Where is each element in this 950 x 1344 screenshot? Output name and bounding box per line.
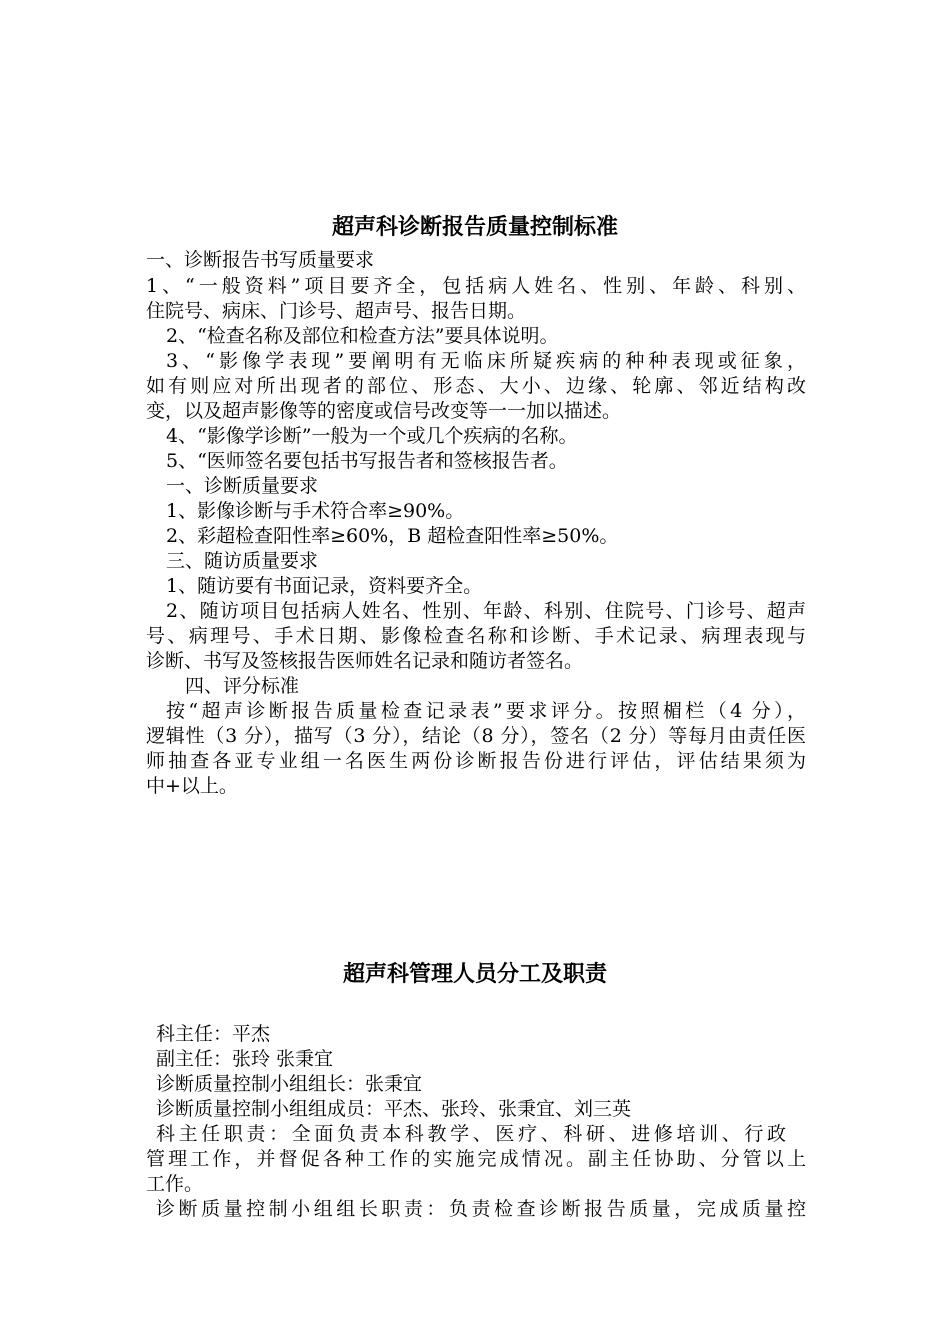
doc1-line-22: 中+以上。 (146, 775, 238, 797)
doc2-line-5: 科主任职责：全面负责本科教学、医疗、科研、进修培训、行政 (156, 1123, 786, 1145)
doc1-line-14: 1、随访要有书面记录，资料要齐全。 (166, 575, 483, 597)
doc1-line-4: 2、“检查名称及部位和检查方法”要具体说明。 (166, 325, 559, 347)
doc1-line-1: 一、诊断报告书写质量要求 (146, 249, 375, 271)
doc2-title: 超声科管理人员分工及职责 (342, 961, 607, 987)
doc1-line-17: 诊断、书写及签核报告医师姓名记录和随访者签名。 (146, 650, 584, 672)
doc1-line-9: 5、“医师签名要包括书写报告者和签核报告者。 (166, 450, 568, 472)
doc1-line-21: 师抽查各亚专业组一名医生两份诊断报告份进行评估，评估结果须为 (146, 750, 806, 772)
doc1-line-13: 三、随访质量要求 (166, 550, 319, 572)
doc2-line-6: 管理工作，并督促各种工作的实施完成情况。副主任协助、分管以上 (146, 1148, 806, 1170)
doc2-line-8: 诊断质量控制小组组长职责：负责检查诊断报告质量，完成质量控 (156, 1198, 806, 1220)
doc1-title: 超声科诊断报告质量控制标准 (331, 214, 618, 240)
doc1-line-8: 4、“影像学诊断”一般为一个或几个疾病的名称。 (166, 425, 578, 447)
doc2-line-2: 副主任：张玲 张秉宜 (156, 1048, 334, 1070)
doc1-line-3: 住院号、病床、门诊号、超声号、报告日期。 (146, 300, 527, 322)
doc2-line-7: 工作。 (146, 1173, 204, 1195)
doc1-line-12: 2、彩超检查阳性率≥60%，B 超检查阳性率≥50%。 (166, 525, 619, 547)
doc1-line-2: 1、“一般资料”项目要齐全，包括病人姓名、性别、年龄、科别、 (146, 275, 806, 297)
doc1-line-16: 号、病理号、手术日期、影像检查名称和诊断、手术记录、病理表现与 (146, 625, 806, 647)
doc1-line-19: 按“超声诊断报告质量检查记录表”要求评分。按照楣栏（4 分）， (166, 700, 806, 722)
doc1-line-7: 变，以及超声影像等的密度或信号改变等一一加以描述。 (146, 400, 622, 422)
doc2-line-4: 诊断质量控制小组组成员：平杰、张玲、张秉宜、刘三英 (156, 1098, 632, 1120)
doc1-line-20: 逻辑性（3 分），描写（3 分），结论（8 分），签名（2 分）等每月由责任医 (146, 725, 806, 747)
doc1-line-10: 一、诊断质量要求 (166, 475, 319, 497)
doc1-line-11: 1、影像诊断与手术符合率≥90%。 (166, 500, 465, 522)
doc1-line-5: 3、“影像学表现”要阐明有无临床所疑疾病的种种表现或征象， (166, 350, 806, 372)
doc1-line-18: 四、评分标准 (185, 675, 300, 697)
doc2-line-3: 诊断质量控制小组组长：张秉宜 (156, 1073, 423, 1095)
doc1-line-15: 2、随访项目包括病人姓名、性别、年龄、科别、住院号、门诊号、超声 (166, 600, 806, 622)
doc1-line-6: 如有则应对所出现者的部位、形态、大小、边缘、轮廓、邻近结构改 (146, 375, 806, 397)
doc2-line-1: 科主任：平杰 (156, 1023, 271, 1045)
